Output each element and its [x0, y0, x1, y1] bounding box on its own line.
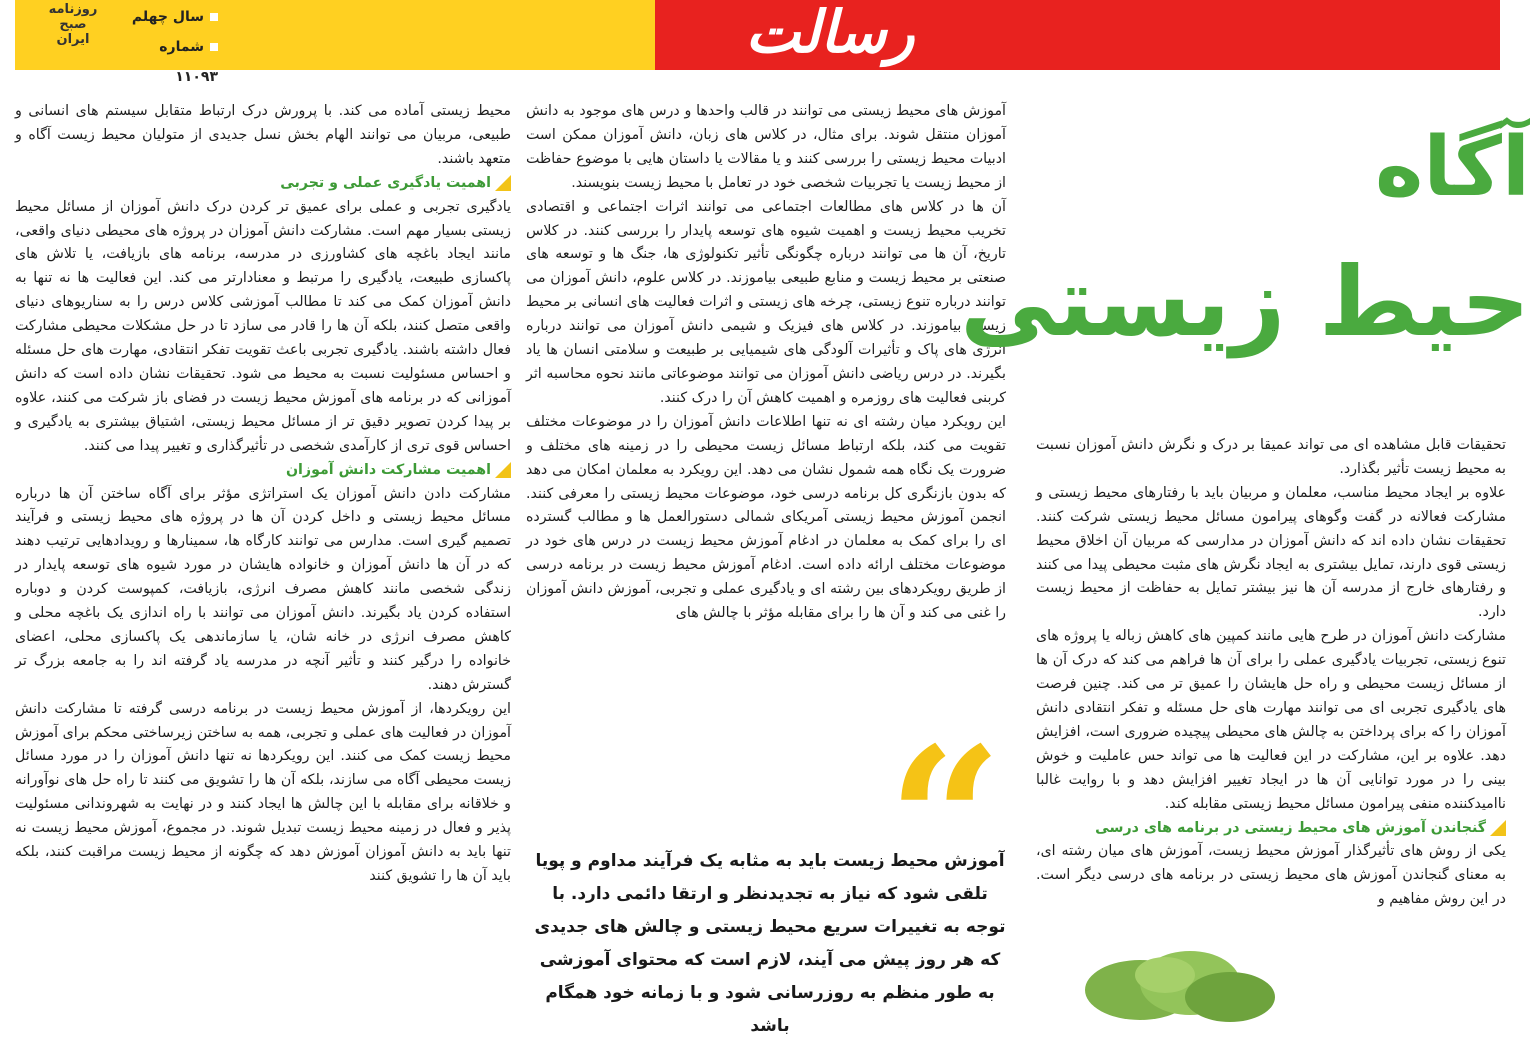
triangle-marker-icon — [495, 175, 511, 191]
paper-name-line-1: روزنامه — [48, 2, 98, 17]
year-label: سال چهلم — [118, 2, 218, 32]
paragraph: این رویکردها، از آموزش محیط زیست در برنامه درسی گرفته تا مشارکت دانش آموزان در فعالیت های عملی و تجربی، همه به ساختن زیرساختی محکم برای آموزش محیط زیست کمک می کنند. این رویکردها نه تنها دانش آموزان را در مورد مسائل زیست محیطی آگاه می سازند، بلکه آن ها را تشویق می کنند تا راه حل های نوآورانه و خلاقانه برای مقابله با این چالش ها ایجاد کنند و در نهایت به شهروندانی مسئولیت پذیر و فعال در زمینه محیط زیست تبدیل شوند. در مجموع، آموزش محیط زیست نه تنها باید به دانش آموزان آموزش دهد که چگونه از محیط زیست مراقبت کنند، بلکه باید آن ها را تشویق کنند — [15, 700, 511, 884]
pull-quote: آموزش محیط زیست باید به مثابه یک فرآیند مداوم و پویا تلقی شود که نیاز به تجدیدنظر و ارتقا دائمی دارد. با توجه به تغییرات سریع محیط زیستی و چالش های جدیدی که هر روز پیش می آیند، لازم است که محتوای آموزشی به طور منظم به روزرسانی شود و با زمانه خود همگام باشد — [534, 851, 1006, 1036]
headline-line-1: آگاه — [1375, 120, 1530, 215]
paragraph: مشارکت دانش آموزان در طرح هایی مانند کمپین های کاهش زباله یا پروژه های تنوع زیستی، تجربیات یادگیری عملی را برای آن ها فراهم می کند که درک آن ها از مسائل زیست محیطی و راه حل هایشان را عمیق تر می کند. چنین فرصت های یادگیری تجربی ای می توانند مهارت های حل مسئله و تفکر انتقادی دانش آموزان را که برای پرداختن به چالش های محیطی پیچیده ضروری است، افزایش دهد. علاوه بر این، مشارکت در این فعالیت ها می تواند حس عاملیت و خوش بینی را در مورد توانایی آن ها در ایجاد تغییر افزایش دهد و با روایت غالبا ناامیدکننده منفی پیرامون مسائل محیط زیستی مقابله کند. — [1036, 628, 1506, 812]
paragraph: یادگیری تجربی و عملی برای عمیق تر کردن درک دانش آموزان از مسائل محیط زیستی بسیار مهم است. مشارکت دانش آموزان در پروژه های محیطی دنیای واقعی، مانند ایجاد باغچه های کشاورزی در مدرسه، برنامه های بازیافت، یا تلاش های پاکسازی طبیعت، یادگیری را مرتبط و معنادارتر می کند. این فعالیت ها نه تنها به دانش آموزان کمک می کند تا مطالب آموزشی کلاس درس را به سناریوهای دنیای واقعی متصل کنند، بلکه آن ها را قادر می سازد تا در حل مشکلات محیطی مشارکت فعال داشته باشند. یادگیری تجربی باعث تقویت تفکر انتقادی، مهارت های حل مسئله و احساس مسئولیت نسبت به محیط می شود. تحقیقات نشان داده است که دانش آموزانی که در برنامه های آموزش محیط زیست در فضای باز شرکت می کنند، علاوه بر پیدا کردن تصویر دقیق تر از مسائل محیط زیستی، اشتیاق بیشتری به یادگیری و احساس قوی تری از کارآمدی شخصی در تأثیرگذاری و تغییر پیدا می کنند. — [15, 198, 511, 454]
paragraph: این رویکرد میان رشته ای نه تنها اطلاعات دانش آموزان را در موضوعات مختلف تقویت می کند، بلکه ارتباط مسائل زیست محیطی را در زمینه های مختلف و ضرورت یک نگاه همه شمول نشان می دهد. این رویکرد به معلمان امکان می دهد که بدون بازنگری کل برنامه درسی خود، موضوعات محیط زیستی را معرفی کنند. انجمن آموزش محیط زیستی آمریکای شمالی دستورالعمل ها و مطالب گسترده ای را برای کمک به معلمان در ادغام آموزش محیط زیست در درس های خود در موضوعات مختلف ارائه داده است. ادغام آموزش محیط زیست در برنامه درسی از طریق رویکردهای بین رشته ای و یادگیری عملی و تجربی، آموزش دانش آموزان را غنی می کند و آن ها را برای مقابله مؤثر با چالش های — [526, 413, 1006, 622]
paragraph: آموزش های محیط زیستی می توانند در قالب واحدها و درس های موجود به دانش آموزان منتقل شوند. برای مثال، در کلاس های زبان، دانش آموزان ممکن است ادبیات محیط زیستی را بررسی کنند و یا مقالات یا داستان هایی با موضوع حفاظت از محیط زیست یا تجربیات شخصی خود در تعامل با محیط زیست بنویسند. — [526, 103, 1006, 191]
paragraph: یکی از روش های تأثیرگذار آموزش محیط زیست، آموزش های میان رشته ای، به معنای گنجاندن آموزش های محیط زیستی در برنامه های درسی دیگر است. در این روش مفاهیم و — [1036, 843, 1506, 908]
paragraph: محیط زیستی آماده می کند. با پرورش درک ارتباط متقابل سیستم های انسانی و طبیعی، مربیان می توانند الهام بخش نسل جدیدی از متولیان محیط زیست آگاه و متعهد باشند. — [15, 103, 511, 167]
issue-number: شماره ۱۱۰۹۳ — [159, 39, 218, 85]
article-column-right — [1036, 434, 1506, 982]
triangle-marker-icon — [1490, 820, 1506, 836]
article-column-middle — [526, 100, 1006, 720]
subheading: گنجاندن آموزش های محیط زیستی در برنامه های درسی — [1036, 817, 1506, 841]
bullet-square-icon — [210, 13, 218, 21]
newspaper-logo: رسالت — [745, 0, 915, 66]
paragraph: علاوه بر ایجاد محیط مناسب، معلمان و مربیان باید با رفتارهای محیط زیستی و مشارکت فعالانه در گفت وگوهای پیرامون مسائل محیط زیستی شرکت کنند. تحقیقات نشان داده اند که دانش آموزان در مدارسی که مربیان آن اخلاق محیط زیستی قوی دارند، تمایل بیشتری به ایجاد نگرش های مثبت محیطی پیدا می کنند و رفتارهای خارج از مدرسه آن ها نیز بیشتر تمایل به حفاظت از محیط زیست دارد. — [1036, 484, 1506, 621]
headline-line-2: حیط زیستی — [960, 246, 1530, 358]
paragraph: مشارکت دادن دانش آموزان یک استراتژی مؤثر برای آگاه ساختن آن ها درباره مسائل محیط زیستی و داخل کردن آن ها در پروژه های محیط زیستی و فرآیند تصمیم گیری است. مدارس می توانند کارگاه ها، سمینارها و رویدادهایی ترتیب دهند که در آن ها دانش آموزان و خانواده هایشان در مورد شیوه های توسعه پایدار در زندگی شخصی مانند کاهش مصرف انرژی، بازیافت، کمپوست کردن و دوباره استفاده کردن یاد بگیرند. دانش آموزان می توانند با راه اندازی یک باغچه محلی و کاهش مصرف انرژی در خانه شان، یا سازماندهی یک پاکسازی محلی، اعضای خانواده را درگیر کنند و تأثیر آنچه در مدرسه یاد گرفته اند را به جامعه بزرگ تر گسترش دهند. — [15, 485, 511, 693]
paper-name-line-3: ایران — [56, 32, 90, 47]
paper-name — [38, 2, 108, 47]
paragraph: آن ها در کلاس های مطالعات اجتماعی می توانند اثرات اجتماعی و اقتصادی تخریب محیط زیست و اهمیت شیوه های توسعه پایدار را بررسی کنند. در کلاس تاریخ، آن ها می توانند درباره چگونگی تأثیر تکنولوژی ها، جنگ ها و توسعه های صنعتی بر محیط زیست و منابع طبیعی بیاموزند. در کلاس علوم، دانش آموزان می توانند درباره تنوع زیستی، چرخه های زیستی و اثرات فعالیت های انسانی بر محیط زیست بیاموزند. در کلاس های فیزیک و شیمی دانش آموزان می توانند درباره انرژی های پاک و تأثیرات آلودگی های شیمیایی بر طبیعت و سلامتی انسان ها یاد بگیرند. در درس ریاضی دانش آموزان می توانند موضوعاتی مانند نحوه محاسبه اثر کربنی فعالیت های روزمره و اهمیت کاهش آن را درک کنند. — [526, 198, 1006, 406]
tree-illustration — [1080, 945, 1280, 1006]
subheading: اهمیت مشارکت دانش آموزان — [15, 459, 511, 483]
tree-image — [1080, 945, 1280, 1006]
masthead-yellow-band — [15, 0, 655, 70]
quote-mark-icon: “ — [887, 704, 1003, 939]
paper-name-line-2: صبح — [59, 17, 87, 32]
subheading: اهمیت یادگیری عملی و تجربی — [15, 172, 511, 196]
article-column-left — [15, 100, 511, 1006]
paragraph: تحقیقات قابل مشاهده ای می تواند عمیقا بر درک و نگرش دانش آموزان نسبت به محیط زیست تأثیر بگذارد. — [1036, 437, 1506, 477]
triangle-marker-icon — [495, 462, 511, 478]
issue-info — [118, 2, 218, 92]
bullet-square-icon — [210, 43, 218, 51]
